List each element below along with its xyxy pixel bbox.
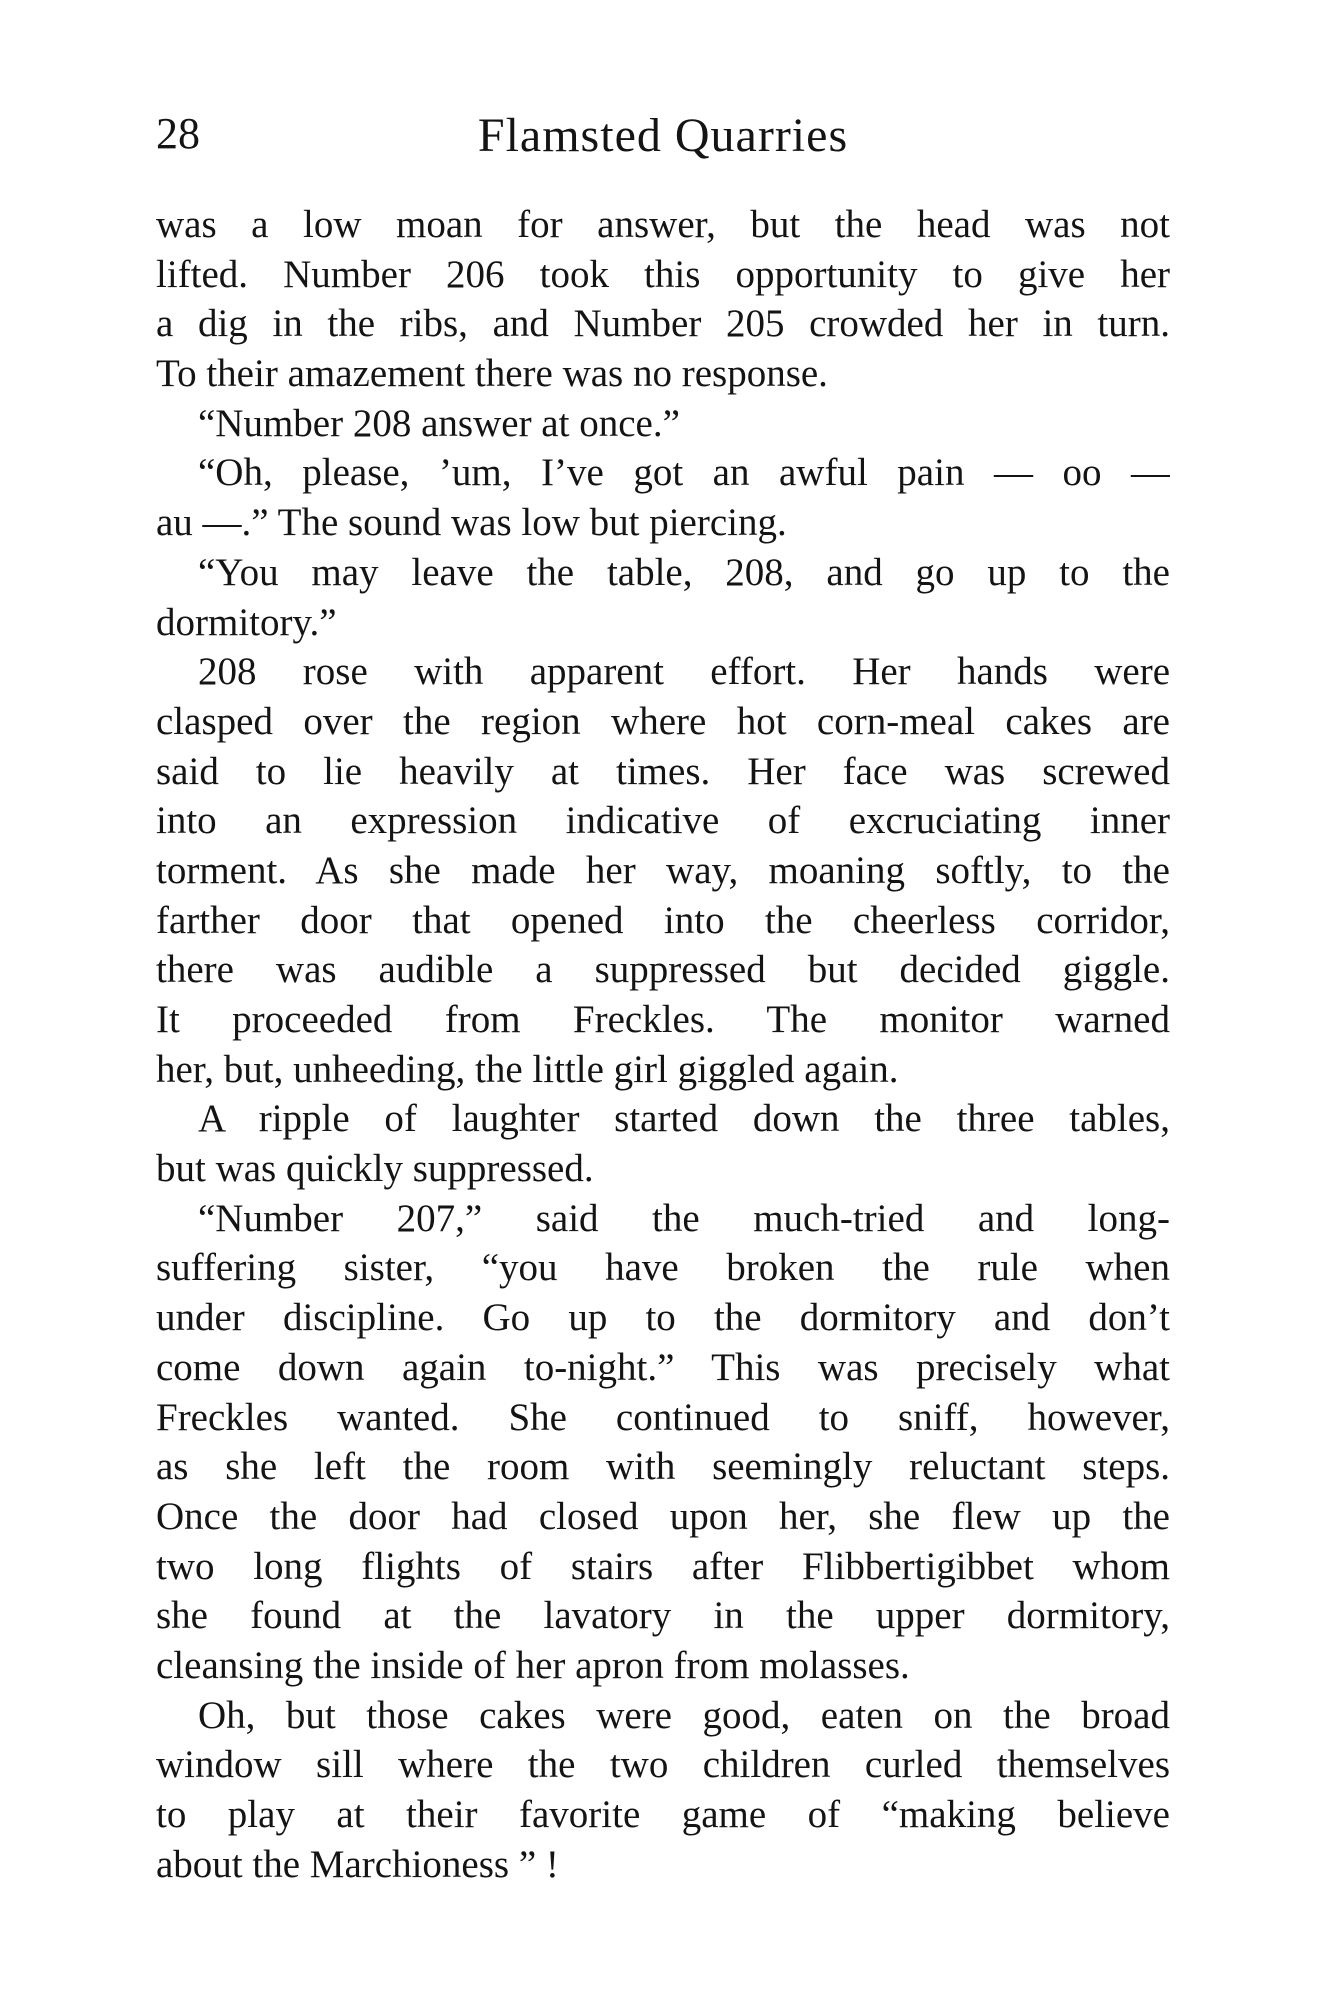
text-line: she found at the lavatory in the upper dormitory, — [156, 1594, 1170, 1638]
text-line: but was quickly suppressed. — [156, 1147, 594, 1191]
text-line: Oh, but those cakes were good, eaten on the broad — [198, 1693, 1170, 1737]
running-title: Flamsted Quarries — [477, 109, 849, 162]
text-line: “Number 207,” said the much-tried and long- — [198, 1196, 1170, 1240]
text-line: To their amazement there was no response. — [156, 352, 828, 396]
body-text — [156, 200, 1170, 1889]
text-line: about the Marchioness ” ! — [156, 1842, 559, 1886]
text-line: It proceeded from Freckles. The monitor warned — [156, 998, 1170, 1041]
text-line: 208 rose with apparent effort. Her hands were — [198, 650, 1170, 694]
paragraph — [156, 548, 1170, 647]
text-line: there was audible a suppressed but decided giggle. — [156, 948, 1170, 992]
text-line: cleansing the inside of her apron from molasses. — [156, 1643, 910, 1687]
text-line: farther door that opened into the cheerless corridor, — [156, 898, 1170, 942]
text-line: a dig in the ribs, and Number 205 crowded her in turn. — [156, 302, 1170, 346]
text-line: Freckles wanted. She continued to sniff, however, — [156, 1395, 1170, 1439]
text-line: A ripple of laughter started down the three tables, — [198, 1097, 1170, 1141]
text-line: as she left the room with seemingly reluctant steps. — [156, 1445, 1170, 1489]
text-line: suffering sister, “you have broken the rule when — [156, 1246, 1170, 1290]
text-line: two long flights of stairs after Flibbertigibbet whom — [156, 1544, 1170, 1588]
text-line: come down again to-night.” This was precisely what — [156, 1345, 1170, 1389]
text-line: dormitory.” — [156, 600, 337, 644]
text-line: was a low moan for answer, but the head was not — [156, 203, 1170, 246]
text-line: into an expression indicative of excruciating inner — [156, 799, 1170, 843]
text-line: “Number 208 answer at once.” — [198, 401, 680, 445]
paragraph — [156, 448, 1170, 547]
text-line: under discipline. Go up to the dormitory and don’t — [156, 1296, 1170, 1340]
paragraph — [156, 647, 1170, 1094]
text-line: Once the door had closed upon her, she flew up the — [156, 1494, 1170, 1538]
page-number: 28 — [156, 109, 200, 158]
paragraph — [156, 200, 1170, 399]
paragraph — [156, 399, 1170, 449]
text-line: “You may leave the table, 208, and go up to the — [198, 550, 1170, 594]
text-line: clasped over the region where hot corn-meal cakes are — [156, 699, 1170, 743]
text-line: window sill where the two children curled themselves — [156, 1743, 1170, 1787]
text-line: said to lie heavily at times. Her face was screwed — [156, 749, 1170, 793]
text-line: au —.” The sound was low but piercing. — [156, 501, 787, 545]
page-header — [156, 109, 1170, 182]
text-line: lifted. Number 206 took this opportunity to give her — [156, 252, 1170, 296]
paragraph — [156, 1094, 1170, 1193]
text-line: “Oh, please, ’um, I’ve got an awful pain — oo — — [198, 451, 1170, 495]
text-line: to play at their favorite game of “making believe — [156, 1793, 1170, 1836]
paragraph — [156, 1194, 1170, 1691]
text-line: torment. As she made her way, moaning softly, to the — [156, 848, 1170, 892]
text-line: her, but, unheeding, the little girl giggled again. — [156, 1047, 899, 1091]
paragraph — [156, 1691, 1170, 1890]
